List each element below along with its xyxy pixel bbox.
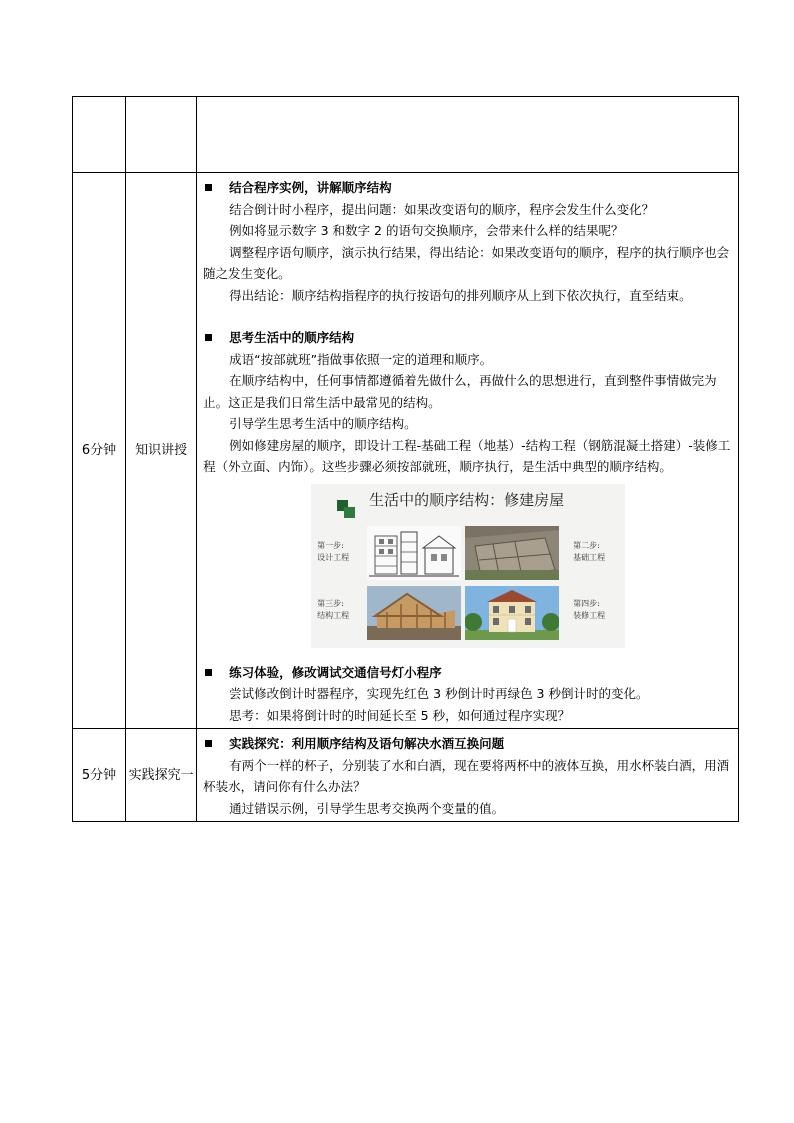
content-cell [197, 173, 739, 729]
activity-cell: 实践探究一 [126, 729, 197, 822]
section-heading [203, 662, 732, 684]
paragraph: 引导学生思考生活中的顺序结构。 [229, 416, 417, 431]
paragraph: 有两个一样的杯子，分别装了水和白酒，现在要将两杯中的液体互换，用水杯装白酒，用酒杯装水，请问你有什么办法？ [203, 757, 730, 794]
design-drawing-image [367, 526, 461, 580]
paragraph: 成语“按部就班”指做事依照一定的道理和顺序。 [229, 351, 493, 367]
content-cell [197, 729, 739, 822]
paragraph: 在顺序结构中，任何事情都遵循着先做什么，再做什么的思想进行，直到整件事情做完为止。这正是我们日常生活中最常见的结构。 [203, 373, 717, 410]
time-cell [73, 97, 126, 173]
section-heading-text: 思考生活中的顺序结构 [229, 330, 355, 345]
step-number: 第四步: [573, 598, 600, 608]
step-name: 基础工程 [573, 552, 606, 562]
finished-house-image [465, 586, 559, 640]
section-heading [203, 177, 732, 199]
structure-image [367, 586, 461, 640]
step-number: 第二步: [573, 540, 600, 550]
step-name: 设计工程 [317, 552, 350, 562]
activity-cell [126, 97, 197, 173]
paragraph: 通过错误示例，引导学生思考交换两个变量的值。 [229, 800, 505, 816]
table-row [73, 173, 739, 729]
step1-label [317, 540, 349, 564]
square-bullet-icon [205, 334, 212, 341]
section-heading-text: 练习体验，修改调试交通信号灯小程序 [229, 664, 442, 680]
lesson-table [72, 96, 739, 822]
step-name: 结构工程 [317, 610, 350, 620]
table-row [73, 729, 739, 822]
square-bullet-icon [205, 184, 212, 191]
section-heading-text: 实践探究：利用顺序结构及语句解决水酒互换问题 [229, 736, 505, 751]
paragraph: 尝试修改倒计时器程序，实现先红色 3 秒倒计时再绿色 3 秒倒计时的变化。 [229, 686, 649, 701]
paragraph: 得出结论：顺序结构指程序的执行按语句的排列顺序从上到下依次执行，直至结束。 [229, 287, 692, 303]
step-number: 第一步: [317, 540, 344, 550]
section-heading [203, 733, 732, 755]
square-bullet-icon [205, 669, 212, 676]
figure-title: 生活中的顺序结构：修建房屋 [369, 490, 565, 509]
content-cell [197, 97, 739, 173]
step3-label [317, 598, 349, 622]
paragraph: 结合倒计时小程序，提出问题：如果改变语句的顺序，程序会发生什么变化？ [229, 201, 655, 217]
paragraph: 调整程序语句顺序，演示执行结果，得出结论：如果改变语句的顺序，程序的执行顺序也会随之发生变化。 [203, 244, 730, 281]
activity-cell: 知识讲授 [126, 173, 197, 729]
step-number: 第三步: [317, 598, 344, 608]
paragraph: 思考：如果将倒计时的时间延长至 5 秒，如何通过程序实现？ [229, 707, 571, 723]
figure-mark-icon [344, 507, 355, 518]
foundation-image [465, 526, 559, 580]
time-cell: 5分钟 [73, 729, 126, 822]
section-heading-text: 结合程序实例，讲解顺序结构 [229, 180, 392, 195]
section-heading [203, 327, 732, 349]
step4-label [573, 598, 605, 622]
table-row [73, 97, 739, 173]
house-building-figure [311, 484, 625, 648]
step2-label [573, 540, 605, 564]
paragraph: 例如修建房屋的顺序，即设计工程-基础工程（地基）-结构工程（钢筋混凝土搭建）-装修工程（外立面、内饰）。这些步骤必须按部就班，顺序执行，是生活中典型的顺序结构。 [203, 437, 731, 474]
paragraph: 例如将显示数字 3 和数字 2 的语句交换顺序，会带来什么样的结果呢？ [229, 223, 624, 238]
step-name: 装修工程 [573, 610, 606, 620]
square-bullet-icon [205, 740, 212, 747]
time-cell: 6分钟 [73, 173, 126, 729]
